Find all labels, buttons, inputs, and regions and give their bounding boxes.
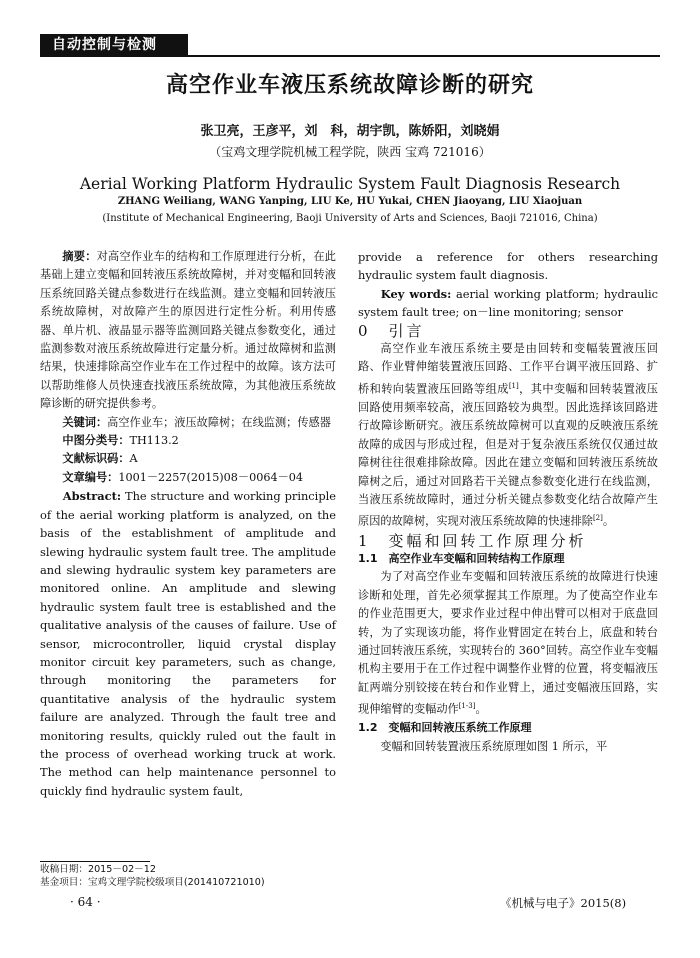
right-column [358,248,658,756]
english-affiliation: (Institute of Mechanical Engineering, Baoji University of Arts and Sciences, Baoji 721016, China) [102,213,598,224]
citation-3: [1-3] [458,702,476,711]
received-date: 收稿日期：2015－02－12 [40,864,156,875]
article-no-value: 1001－2257(2015)08－0064－04 [118,470,303,484]
abstract-en [40,487,336,800]
subsection-1-1-heading: 1.1 高空作业车变幅和回转结构工作原理 [358,551,565,565]
keywords-cn [40,414,336,432]
citation-1: [1] [508,381,519,390]
section-1-heading: 1 变幅和回转工作原理分析 [358,531,587,550]
footnote [40,864,265,889]
fund-project: 基金项目：宝鸡文理学院校级项目(201410721010) [40,876,265,888]
abstract-en-label: Abstract: [62,489,122,504]
doc-code-value: A [129,452,138,466]
subsection-1-1-paragraph [358,568,658,719]
doc-code-label: 文献标识码： [62,452,130,466]
clc-label: 中图分类号： [62,434,130,448]
citation-2: [2] [592,514,603,523]
article-no-label: 文章编号： [62,470,119,484]
keywords-en-label: Key words: [380,286,452,301]
keywords-en-text: aerial working platform; hydraulic system fault tree; on－line monitoring; sensor [358,286,659,320]
keywords-cn-text: 高空作业车；液压故障树；在线监测；传感器 [107,415,331,429]
section-0-text: 高空作业车液压系统主要是由回转和变幅装置液压回路、作业臂伸缩装置液压回路、工作平台调平液压回路、扩桥和转向装置液压回路等组成 [358,342,658,396]
authors: 张卫亮，王彦平，刘 科，胡宇凯，陈娇阳，刘晓娟 [200,124,500,139]
abstract-cn-label: 摘要： [62,250,97,263]
document-code [40,450,336,468]
abstract-en-text: The structure and working principle of the aerial working platform is analyzed, on the basis of the establishment of amplitude and slewing hydraulic system fault tree. The amplitude and slewing hydraulic system key parameters are monitored online. An amplitude and slewing hydraulic system fault tree is established and the qualitative analysis of the causes of failure. Use of sensor, microcontroller, liquid crystal display monitor circuit key parameters, such as change, through monitoring the parameters for quantitative analysis of the hydraulic system failure are analyzed. Through the fault tree and monitoring results, quickly ruled out the fault in the process of overhead working truck at work. The method can help maintenance personnel to quickly find hydraulic system fault, [40,489,336,798]
clc-number [40,432,336,450]
affiliation: （宝鸡文理学院机械工程学院，陕西 宝鸡 721016） [209,145,491,159]
paper-title: 高空作业车液压系统故障诊断的研究 [165,73,534,98]
section-tag: 自动控制与检测 [40,34,188,56]
article-number [40,469,336,487]
section-0-text-b: ，其中变幅和回转装置液压回路使用频率较高，液压回路较为典型。因此选择该回路进行故障诊断研究。液压系统故障树可以直观的反映液压系统故障的成因与形成过程，但是对于复杂液压系统仅仅通过故障树往往很难排除故障。因此在建立变幅和回转液压系统故障树之后，通过对回路若干关键点参数变化进行在线监测，当液压系统故障时，通过分析关键点参数变化结合故障产生原因的故障树，实现对液压系统故障的快速排除 [358,382,658,529]
left-column [40,248,336,800]
header-rule [40,55,660,57]
abstract-cn [40,248,336,414]
clc-value: TH113.2 [129,434,179,448]
subsection-1-2-heading: 1.2 变幅和回转液压系统工作原理 [358,721,532,735]
footnote-rule [40,861,150,862]
page-number: · 64 · [70,895,101,909]
abstract-en-continued: provide a reference for others researching hydraulic system fault diagnosis. [358,250,658,283]
section-0-paragraph [358,340,658,532]
subsection-1-1-end: 。 [475,702,487,716]
journal-citation: 《机械与电子》2015(8) [500,896,627,910]
section-0-heading: 0 引言 [358,321,425,340]
keywords-cn-label: 关键词： [62,415,108,429]
english-authors: ZHANG Weiliang, WANG Yanping, LIU Ke, HU Yukai, CHEN Jiaoyang, LIU Xiaojuan [117,196,583,207]
subsection-1-2-paragraph: 变幅和回转装置液压系统原理如图 1 所示，平 [380,739,608,753]
english-title: Aerial Working Platform Hydraulic System Fault Diagnosis Research [79,175,621,193]
subsection-1-1-text: 为了对高空作业车变幅和回转液压系统的故障进行快速诊断和处理，首先必须掌握其工作原理。为了使高空作业车的作业范围更大，要求作业过程中伸出臂可以相对于底盘回转，为了实现该功能，将作业臂固定在转台上，底盘和转台通过回转液压系统，实现转台的 360°回转。高空作业车变幅机构主要用于在工作过程中调整作业臂的位置，将变幅液压缸两端分别铰接在转台和作业臂上，通过变幅液压回路，实现伸缩臂的变幅动作 [358,570,658,716]
section-0-end: 。 [602,515,615,529]
keywords-en [358,285,658,322]
abstract-cn-text: 对高空作业车的结构和工作原理进行分析，在此基础上建立变幅和回转液压系统故障树，并对变幅和回转液压系统回路关键点参数进行在线监测。建立变幅和回转液压系统故障树，对故障产生的原因进行定性分析。利用传感器、单片机、液晶显示器等监测回路关键点参数变化，通过监测参数对液压系统故障进行定量分析。通过故障树和监测结果，快速排除高空作业车在工作过程中的故障。该方法可以帮助维修人员快速查找液压系统故障，为其他液压系统故障诊断的研究提供参考。 [40,250,336,411]
